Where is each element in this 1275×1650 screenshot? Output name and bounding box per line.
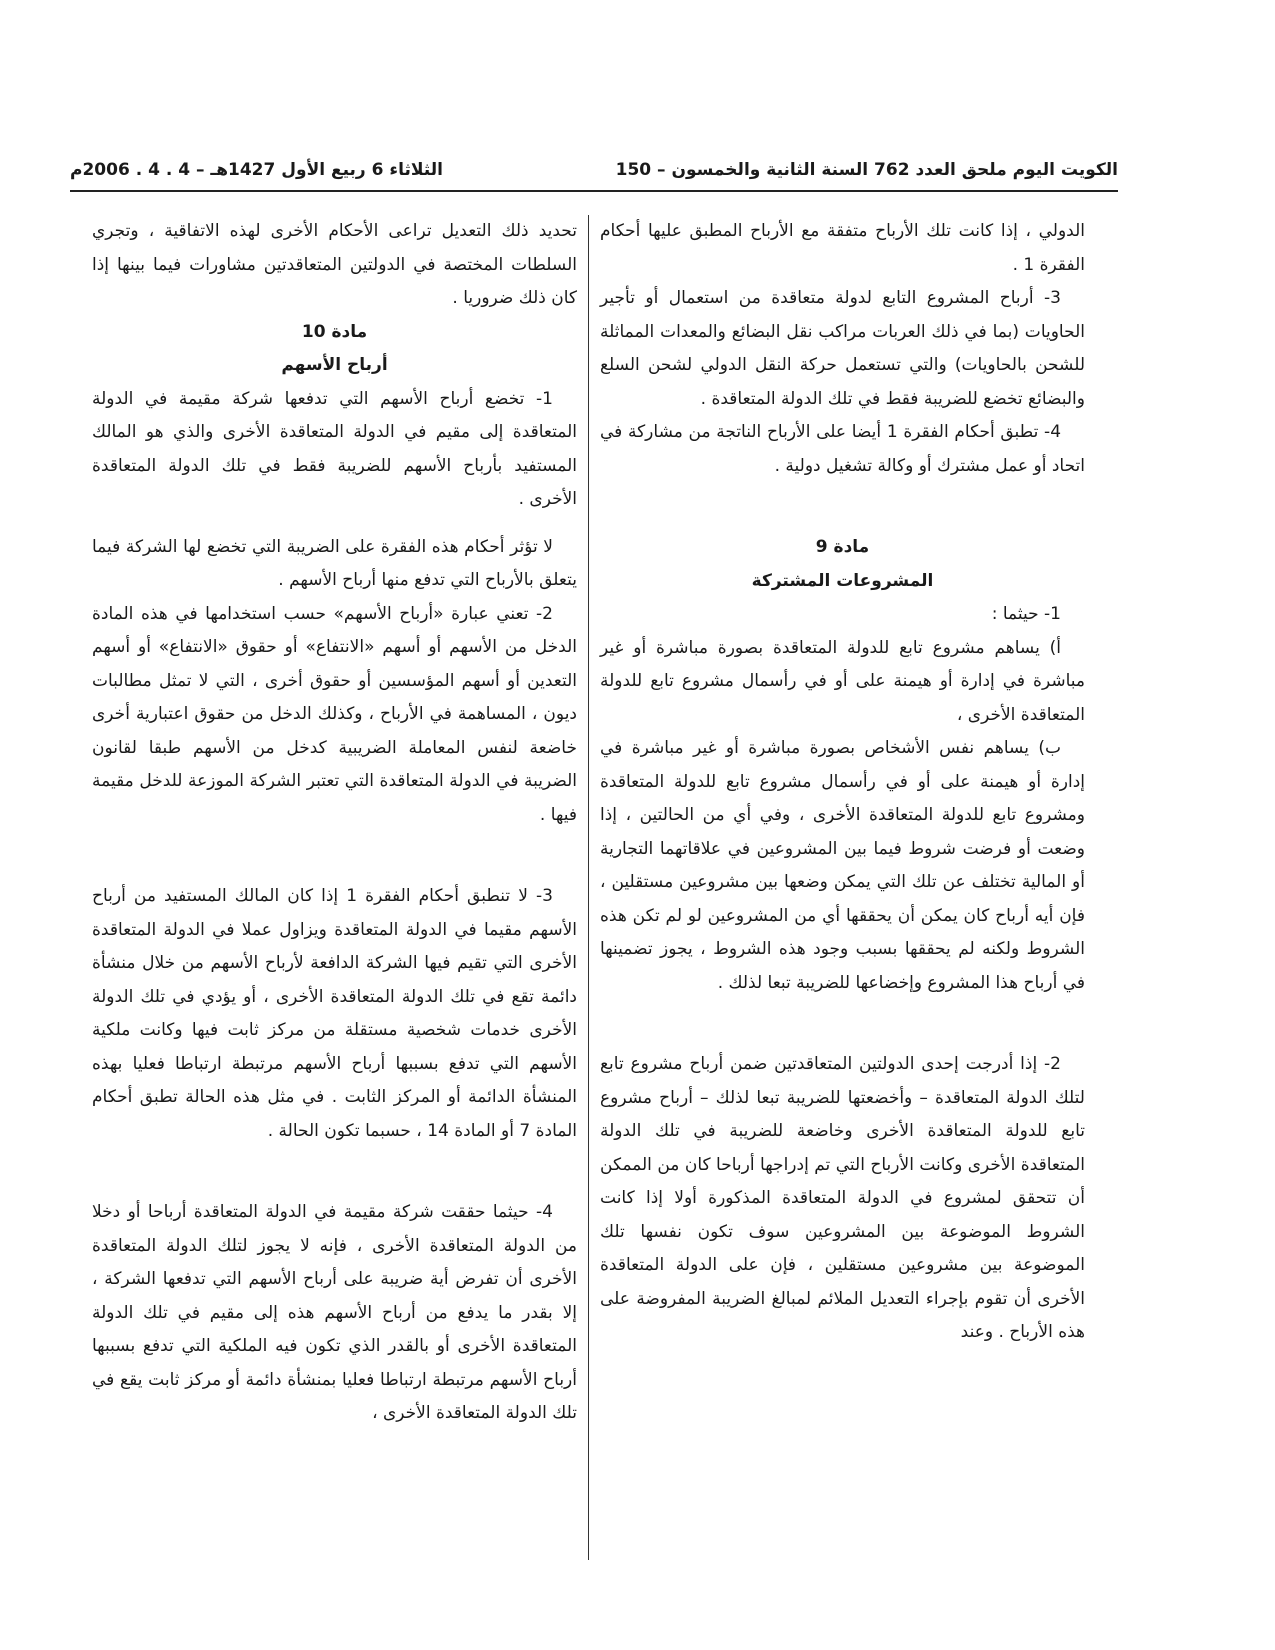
paragraph: 2- تعني عبارة «أرباح الأسهم» حسب استخدامها في هذه المادة الدخل من الأسهم أو أسهم «الانتفاع» أو حقوق «الانتفاع» أو أسهم التعدين أو أسهم المؤسسين أو حقوق أخرى ، التي لا تمثل مطالبات ديون ، المساهمة في الأرباح ، وكذلك الدخل من حقوق اعتبارية أخرى خاضعة لنفس المعاملة الضريبية كدخل من الأسهم طبقا لقانون الضريبة في الدولة المتعاقدة التي تعتبر الشركة الموزعة للدخل مقيمة فيها .	[92, 603, 577, 825]
paragraph: لا تؤثر أحكام هذه الفقرة على الضريبة التي تخضع لها الشركة فيما يتعلق بالأرباح التي تدفع منها أرباح الأسهم .	[92, 536, 577, 590]
paragraph: 4- حيثما حققت شركة مقيمة في الدولة المتعاقدة أرباحا أو دخلا من الدولة المتعاقدة الأخرى ، فإنه لا يجوز لتلك الدولة المتعاقدة الأخرى أن تفرض أية ضريبة على أرباح الأسهم التي تدفعها الشركة ، إلا بقدر ما يدفع من أرباح الأسهم هذه إلى مقيم في تلك الدولة المتعاقدة الأخرى أو بالقدر الذي تكون فيه الملكية التي تدفع بسببها أرباح الأسهم مرتبطة ارتباطا فعليا بمنشأة دائمة أو مركز ثابت يقع في تلك الدولة المتعاقدة الأخرى ،	[92, 1202, 577, 1423]
publication-line: الكويت اليوم ملحق العدد 762 السنة الثانية والخمسون – 150	[615, 160, 1118, 180]
paragraph: تحديد ذلك التعديل تراعى الأحكام الأخرى لهذه الاتفاقية ، وتجري السلطات المختصة في الدولتين المتعاقدتين مشاورات فيما بينها إذا كان ذلك ضروريا .	[92, 221, 577, 308]
left-column	[92, 215, 577, 1431]
article-number: مادة 9	[815, 537, 870, 557]
right-column	[600, 215, 1085, 1350]
paragraph: ب) يساهم نفس الأشخاص بصورة مباشرة أو غير مباشرة في إدارة أو هيمنة على أو في رأسمال مشروع تابع للدولة المتعاقدة ومشروع تابع للدولة المتعاقدة الأخرى ، وفي أي من الحالتين ، إذا وضعت أو فرضت شروط فيما بين المشروعين في علاقاتهما التجارية أو المالية تختلف عن تلك التي يمكن وضعها بين مشروعين مستقلين ، فإن أيه أرباح كان يمكن أن يحققها أي من المشروعين لو لم تكن هذه الشروط ولكنه لم يحققها بسبب وجود هذه الشروط ، يجوز تضمينها في أرباح هذا المشروع وإخضاعها للضريبة تبعا لذلك .	[600, 738, 1085, 993]
paragraph: 1- حيثما :	[991, 604, 1061, 624]
article-title: أرباح الأسهم	[281, 355, 388, 375]
date-line: الثلاثاء 6 ربيع الأول 1427هـ – 4 . 4 . 2006م	[70, 160, 443, 180]
page-header	[70, 150, 1118, 192]
paragraph: 3- لا تنطبق أحكام الفقرة 1 إذا كان المالك المستفيد من أرباح الأسهم مقيما في الدولة المتعاقدة ويزاول عملا في الدولة المتعاقدة الأخرى التي تقيم فيها الشركة الدافعة لأرباح الأسهم من خلال منشأة دائمة تقع في تلك الدولة المتعاقدة الأخرى ، أو يؤدي في تلك الدولة الأخرى خدمات شخصية مستقلة من مركز ثابت فيها وكانت ملكية الأسهم التي تدفع بسببها أرباح الأسهم مرتبطة ارتباطا فعليا بهذه المنشأة الدائمة أو المركز الثابت . في مثل هذه الحالة تطبق أحكام المادة 7 أو المادة 14 ، حسبما تكون الحالة .	[92, 886, 577, 1141]
paragraph: 4- تطبق أحكام الفقرة 1 أيضا على الأرباح الناتجة من مشاركة في اتحاد أو عمل مشترك أو وكالة تشغيل دولية .	[600, 422, 1085, 476]
article-number: مادة 10	[301, 321, 368, 342]
paragraph: 2- إذا أدرجت إحدى الدولتين المتعاقدتين ضمن أرباح مشروع تابع لتلك الدولة المتعاقدة – وأخضعتها للضريبة تبعا لذلك – أرباح مشروع تابع للدولة المتعاقدة الأخرى وخاضعة للضريبة في تلك الدولة المتعاقدة الأخرى وكانت الأرباح التي تم إدراجها أرباحا كان من الممكن أن تتحقق لمشروع في الدولة المتعاقدة المذكورة أولا إذا كانت الشروط الموضوعة بين المشروعين سوف تكون نفسها تلك الموضوعة بين مشروعين مستقلين ، فإن على الدولة المتعاقدة الأخرى أن تقوم بإجراء التعديل الملائم لمبالغ الضريبة المفروضة على هذه الأرباح . وعند	[600, 1054, 1085, 1342]
paragraph: 1- تخضع أرباح الأسهم التي تدفعها شركة مقيمة في الدولة المتعاقدة إلى مقيم في الدولة المتعاقدة الأخرى والذي هو المالك المستفيد بأرباح الأسهم للضريبة فقط في تلك الدولة المتعاقدة الأخرى .	[92, 388, 577, 509]
paragraph: 3- أرباح المشروع التابع لدولة متعاقدة من استعمال أو تأجير الحاويات (بما في ذلك العربات مراكب نقل البضائع والمعدات المماثلة للشحن بالحاويات) والتي تستعمل حركة النقل الدولي لشحن السلع والبضائع تخضع للضريبة فقط في تلك الدولة المتعاقدة .	[600, 288, 1085, 409]
paragraph: أ) يساهم مشروع تابع للدولة المتعاقدة بصورة مباشرة أو غير مباشرة في إدارة أو هيمنة على أو في رأسمال مشروع تابع للدولة المتعاقدة الأخرى ،	[600, 637, 1085, 725]
column-divider	[588, 215, 589, 1560]
article-title: المشروعات المشتركة	[751, 570, 934, 591]
paragraph: الدولي ، إذا كانت تلك الأرباح متفقة مع الأرباح المطبق عليها أحكام الفقرة 1 .	[600, 221, 1085, 275]
